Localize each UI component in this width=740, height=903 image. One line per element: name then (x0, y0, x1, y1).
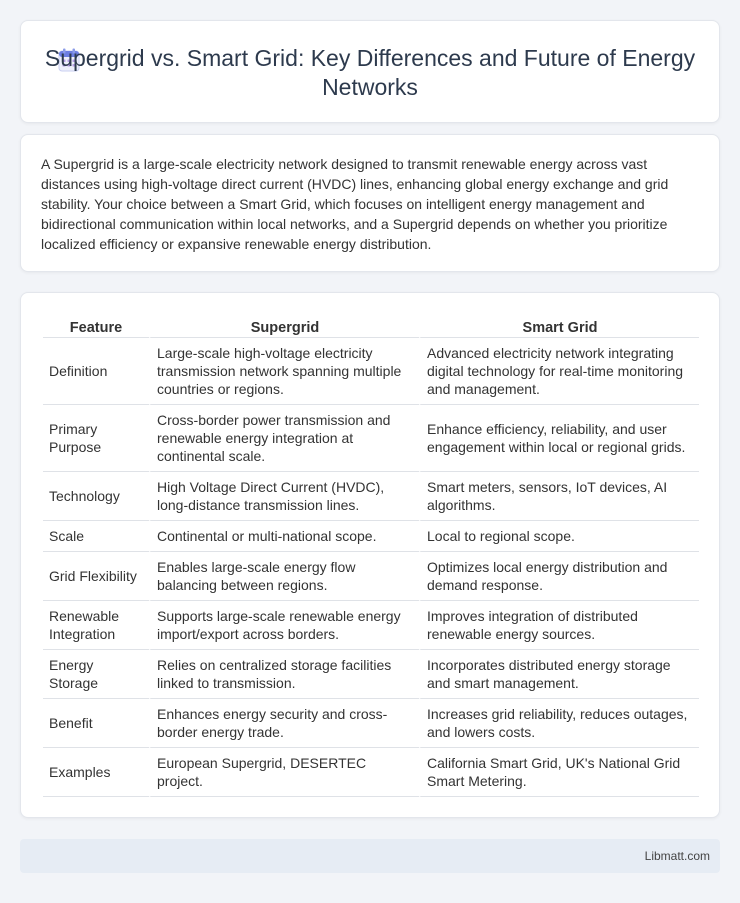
column-header-smart-grid: Smart Grid (419, 315, 699, 338)
supergrid-cell: Relies on centralized storage facilities linked to transmission. (149, 650, 419, 699)
feature-cell: Grid Flexibility (43, 552, 149, 601)
feature-cell: Technology (43, 472, 149, 521)
table-row (43, 472, 699, 521)
table-row (43, 650, 699, 699)
table-row (43, 338, 699, 405)
smart-grid-cell: Increases grid reliability, reduces outages, and lowers costs. (419, 699, 699, 748)
supergrid-cell: Enables large-scale energy flow balancing between regions. (149, 552, 419, 601)
smart-grid-cell: California Smart Grid, UK's National Grid Smart Metering. (419, 748, 699, 797)
supergrid-cell: Continental or multi-national scope. (149, 521, 419, 552)
feature-cell: Definition (43, 338, 149, 405)
smart-grid-cell: Smart meters, sensors, IoT devices, AI algorithms. (419, 472, 699, 521)
feature-cell: Examples (43, 748, 149, 797)
smart-grid-cell: Incorporates distributed energy storage and smart management. (419, 650, 699, 699)
smart-grid-cell: Local to regional scope. (419, 521, 699, 552)
feature-cell: Energy Storage (43, 650, 149, 699)
smart-grid-cell: Enhance efficiency, reliability, and user engagement within local or regional grids. (419, 405, 699, 472)
feature-cell: Renewable Integration (43, 601, 149, 650)
supergrid-cell: High Voltage Direct Current (HVDC), long-distance transmission lines. (149, 472, 419, 521)
smart-grid-cell: Optimizes local energy distribution and demand response. (419, 552, 699, 601)
table-row (43, 601, 699, 650)
table-row (43, 405, 699, 472)
feature-cell: Primary Purpose (43, 405, 149, 472)
smart-grid-cell: Improves integration of distributed renewable energy sources. (419, 601, 699, 650)
table-header-row (43, 315, 699, 338)
supergrid-cell: Supports large-scale renewable energy import/export across borders. (149, 601, 419, 650)
footer-bar (20, 839, 720, 873)
supergrid-cell: Large-scale high-voltage electricity transmission network spanning multiple countries or regions. (149, 338, 419, 405)
intro-card (20, 134, 720, 272)
supergrid-cell: Enhances energy security and cross-border energy trade. (149, 699, 419, 748)
supergrid-cell: European Supergrid, DESERTEC project. (149, 748, 419, 797)
footer-site-link[interactable]: Libmatt.com (644, 849, 710, 863)
table-row (43, 552, 699, 601)
intro-paragraph: A Supergrid is a large-scale electricity network designed to transmit renewable energy across vast distances using high-voltage direct current (HVDC) lines, enhancing global energy exchange and grid stability. Your choice between a Smart Grid, which focuses on intelligent energy management and bidirectional communication within local networks, and a Supergrid depends on whether you prioritize localized efficiency or expansive renewable energy distribution. (41, 156, 669, 252)
feature-cell: Benefit (43, 699, 149, 748)
comparison-card (20, 292, 720, 818)
page-title: Supergrid vs. Smart Grid: Key Differences and Future of Energy Networks (44, 45, 696, 100)
supergrid-cell: Cross-border power transmission and renewable energy integration at continental scale. (149, 405, 419, 472)
column-header-supergrid: Supergrid (149, 315, 419, 338)
table-row (43, 521, 699, 552)
smart-grid-cell: Advanced electricity network integrating digital technology for real-time monitoring and management. (419, 338, 699, 405)
table-row (43, 699, 699, 748)
table-row (43, 748, 699, 797)
feature-cell: Scale (43, 521, 149, 552)
header-card (20, 20, 720, 123)
comparison-table (43, 315, 699, 797)
column-header-feature: Feature (43, 315, 149, 338)
